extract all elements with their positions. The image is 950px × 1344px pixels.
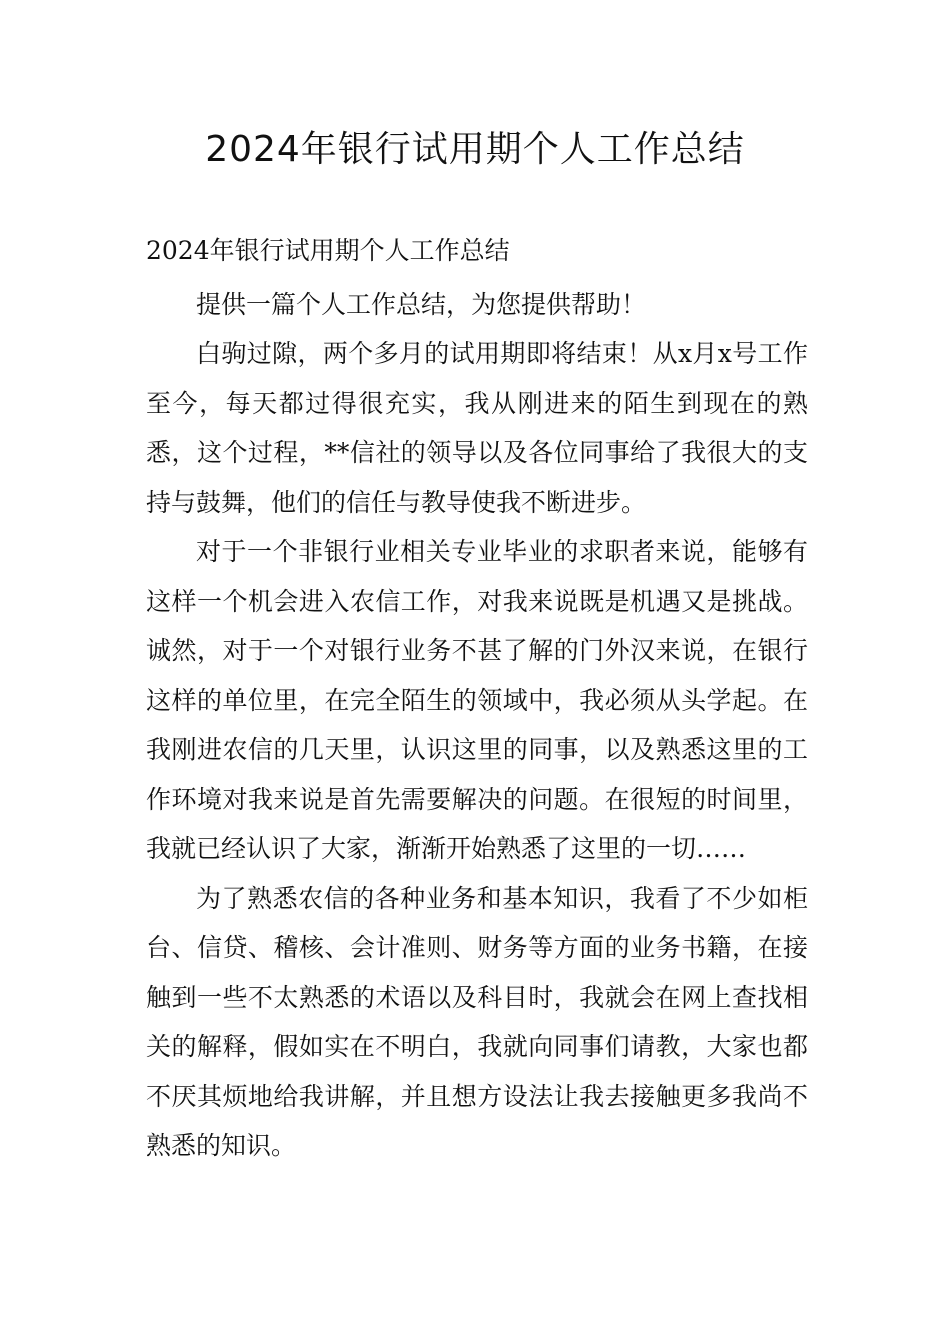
document-subtitle: 2024年银行试用期个人工作总结 <box>146 236 510 265</box>
paragraph-intro: 提供一篇个人工作总结，为您提供帮助！ <box>196 289 647 319</box>
document-title: 2024年银行试用期个人工作总结 <box>205 129 745 170</box>
document-body <box>146 226 808 1171</box>
paragraph-1: 白驹过隙，两个多月的试用期即将结束！从x月x号工作至今，每天都过得很充实，我从刚进来的陌生到现在的熟悉，这个过程，**信社的领导以及各位同事给了我很大的支持与鼓舞，他们的信任与教导使我不断进步。 <box>146 339 808 517</box>
paragraph-2: 对于一个非银行业相关专业毕业的求职者来说，能够有这样一个机会进入农信工作，对我来说既是机遇又是挑战。诚然，对于一个对银行业务不甚了解的门外汉来说，在银行这样的单位里，在完全陌生的领域中，我必须从头学起。在我刚进农信的几天里，认识这里的同事，以及熟悉这里的工作环境对我来说是首先需要解决的问题。在很短的时间里，我就已经认识了大家，渐渐开始熟悉了这里的一切…… <box>146 537 808 863</box>
paragraph-3: 为了熟悉农信的各种业务和基本知识，我看了不少如柜台、信贷、稽核、会计准则、财务等方面的业务书籍，在接触到一些不太熟悉的术语以及科目时，我就会在网上查找相关的解释，假如实在不明白，我就向同事们请教，大家也都不厌其烦地给我讲解，并且想方设法让我去接触更多我尚不熟悉的知识。 <box>146 883 808 1160</box>
